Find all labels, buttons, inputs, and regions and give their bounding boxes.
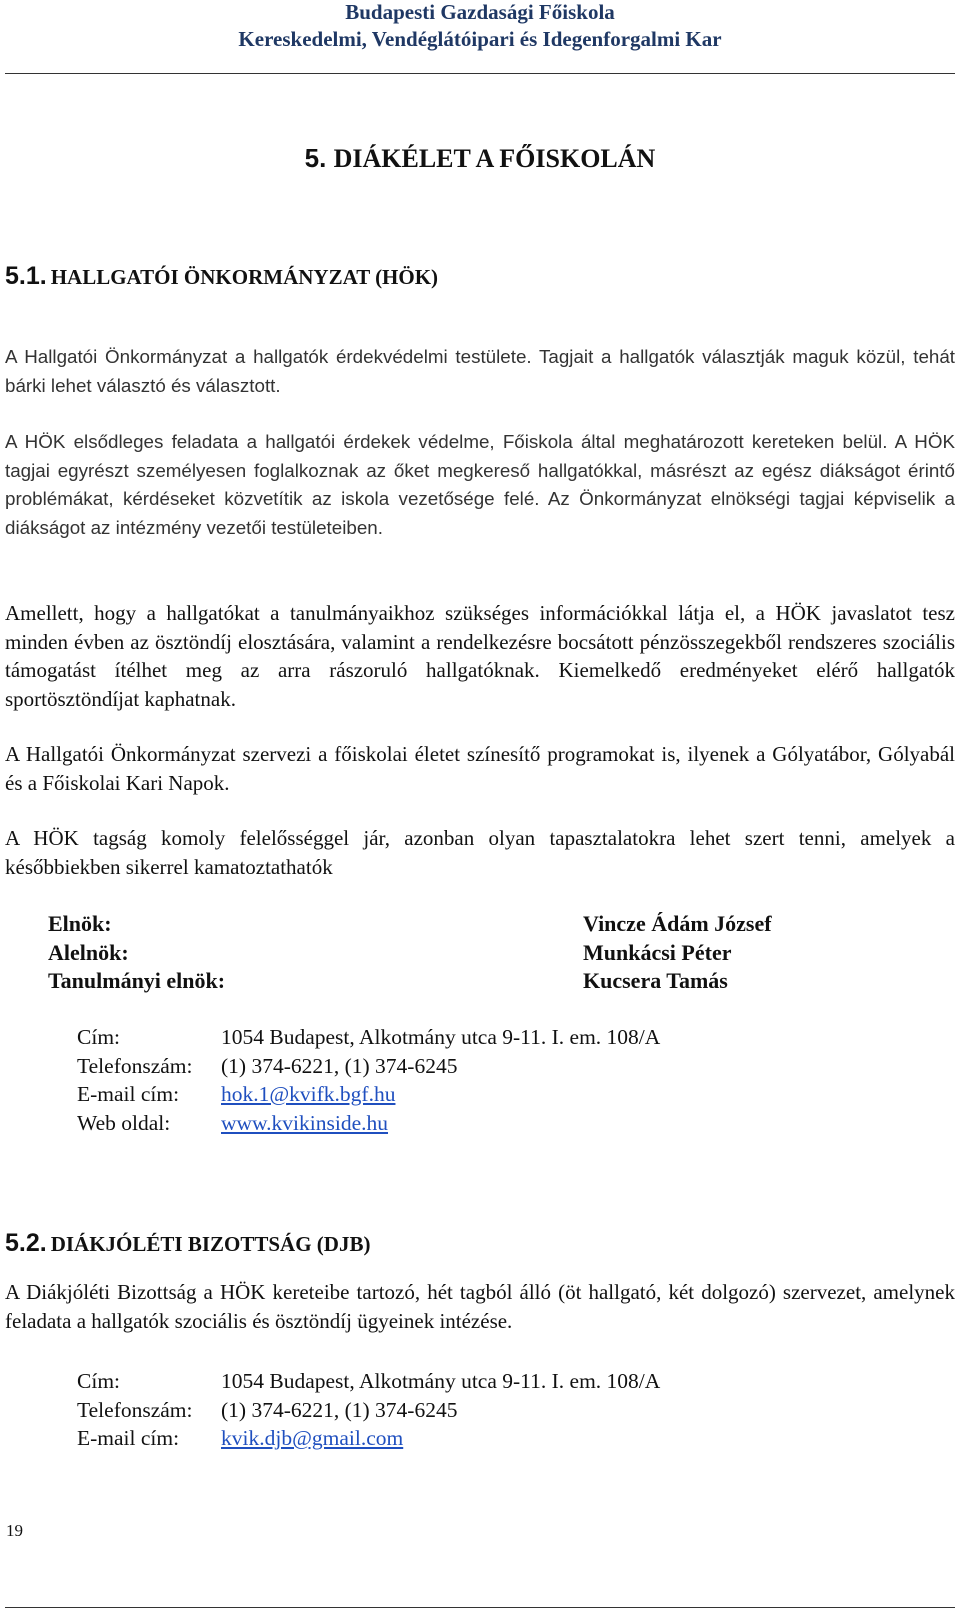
role-academic-president: Tanulmányi elnök: <box>48 968 226 993</box>
paragraph-membership: A HÖK tagság komoly felelősséggel jár, azonban olyan tapasztalatokra lehet szert tenni, amelyek a későbbiekben sikerrel kamatoztathatók <box>5 826 955 879</box>
web-label: Web oldal: <box>77 1110 171 1135</box>
contact-row-web <box>77 1109 660 1138</box>
section-heading-hok <box>5 262 438 291</box>
address-value: 1054 Budapest, Alkotmány utca 9-11. I. em. 108/A <box>221 1025 661 1049</box>
address-label: Cím: <box>77 1369 121 1393</box>
footer-rule <box>5 1607 955 1608</box>
section-title: DIÁKJÓLÉTI BIZOTTSÁG (DJB) <box>50 1232 371 1256</box>
djb-contact-block <box>77 1367 660 1453</box>
paragraph-intro: A Hallgatói Önkormányzat a hallgatók érdekvédelmi testülete. Tagjait a hallgatók választják maguk közül, tehát bárki lehet választó és választott. <box>5 346 955 396</box>
chapter-title-text: DIÁKÉLET A FŐISKOLÁN <box>333 144 656 173</box>
email-link[interactable]: hok.1@kvifk.bgf.hu <box>221 1082 396 1106</box>
contact-row-phone <box>77 1396 660 1425</box>
hok-contact-block <box>77 1023 660 1137</box>
header-rule <box>5 73 955 74</box>
chapter-number: 5. <box>304 143 327 173</box>
name-president: Vincze Ádám József <box>583 911 772 936</box>
address-value: 1054 Budapest, Alkotmány utca 9-11. I. em. 108/A <box>221 1369 661 1393</box>
phone-value: (1) 374-6221, (1) 374-6245 <box>221 1397 458 1422</box>
role-president: Elnök: <box>48 911 112 936</box>
header-institution: Budapesti Gazdasági Főiskola <box>345 0 615 24</box>
name-academic-president: Kucsera Tamás <box>583 968 728 993</box>
email-label: E-mail cím: <box>77 1426 180 1450</box>
section-heading-djb <box>5 1229 370 1258</box>
website-link[interactable]: www.kvikinside.hu <box>221 1110 389 1135</box>
contact-row-address <box>77 1023 660 1052</box>
phone-value: (1) 374-6221, (1) 374-6245 <box>221 1053 458 1078</box>
paragraph-scholarship: Amellett, hogy a hallgatókat a tanulmányaikhoz szükséges információkkal látja el, a HÖK javaslatot tesz minden évben az ösztöndíj elosztására, valamint a rendelkezésre bocsátott pénzösszegekből rendszeres szociális támogatást ítélhet meg az arra rászoruló hallgatóknak. Kiemelkedő eredményeket elérő hallgatók sportösztöndíjat kaphatnak. <box>5 601 955 711</box>
phone-label: Telefonszám: <box>77 1053 193 1078</box>
contact-row-phone <box>77 1052 660 1081</box>
leadership-names <box>583 910 772 996</box>
paragraph-djb: A Diákjóléti Bizottság a HÖK kereteibe tartozó, hét tagból álló (öt hallgató, két dolgozó) szervezet, amelynek feladata a hallgatók szociális és ösztöndíj ügyeinek intézése. <box>5 1280 955 1333</box>
section-number: 5.2. <box>5 1229 47 1257</box>
section-title: HALLGATÓI ÖNKORMÁNYZAT (HÖK) <box>50 265 439 289</box>
role-vice-president: Alelnök: <box>48 939 129 965</box>
page-number: 19 <box>6 1521 23 1540</box>
section-number: 5.1. <box>5 262 47 290</box>
contact-row-address <box>77 1367 660 1396</box>
chapter-title <box>0 143 960 174</box>
email-link[interactable]: kvik.djb@gmail.com <box>221 1426 404 1450</box>
email-label: E-mail cím: <box>77 1082 180 1106</box>
paragraph-programs: A Hallgatói Önkormányzat szervezi a főiskolai életet színesítő programokat is, ilyenek a Gólyatábor, Gólyabál és a Főiskolai Kari Napok. <box>5 742 955 795</box>
contact-row-email <box>77 1080 660 1109</box>
paragraph-duties: A HÖK elsődleges feladata a hallgatói érdekek védelme, Főiskola által meghatározott kereteken belül. A HÖK tagjai egyrészt személyesen foglalkoznak az őket megkereső hallgatókkal, másrészt az egész diákságot érintő problémákat, kérdéseket közvetítik az iskola vezetősége felé. Az Önkormányzat elnökségi tagjai képviselik a diákságot az intézmény vezetői testületeiben. <box>5 431 955 538</box>
contact-row-email <box>77 1424 660 1453</box>
address-label: Cím: <box>77 1025 121 1049</box>
header-faculty: Kereskedelmi, Vendéglátóipari és Idegenforgalmi Kar <box>238 27 722 51</box>
leadership-roles <box>48 910 225 996</box>
name-vice-president: Munkácsi Péter <box>583 939 732 965</box>
phone-label: Telefonszám: <box>77 1397 193 1422</box>
